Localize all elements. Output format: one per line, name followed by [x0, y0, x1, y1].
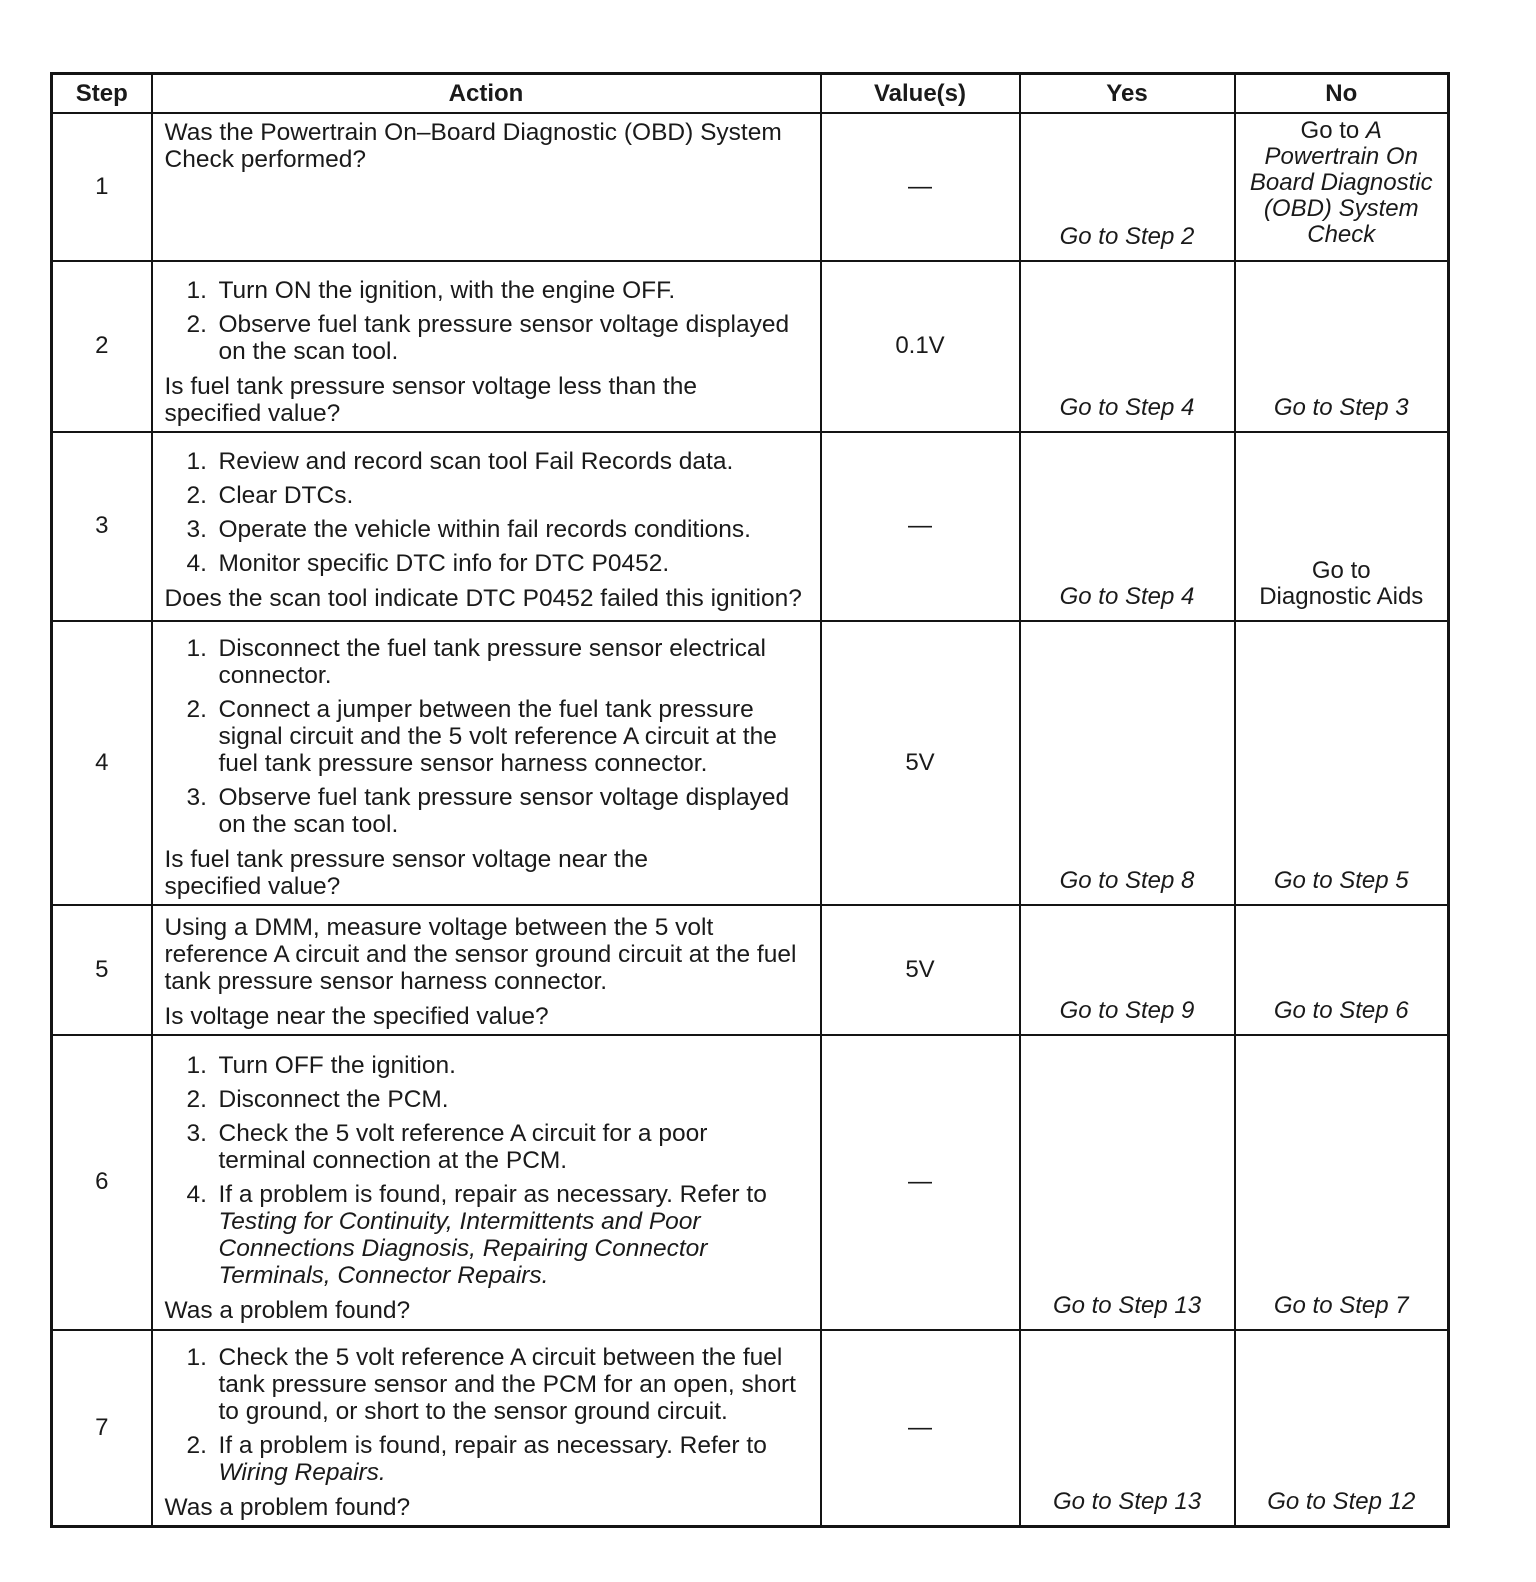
header-yes: Yes	[1020, 74, 1235, 113]
item-number: 4.	[186, 549, 207, 577]
yes-goto-ref: Go to Step 2	[1059, 222, 1195, 250]
yes-cell	[1020, 1330, 1235, 1527]
action-step-item	[165, 482, 817, 509]
header-no: No	[1235, 74, 1449, 113]
step-number: 6	[52, 1035, 152, 1330]
item-number: 4.	[186, 1180, 207, 1208]
no-cell	[1235, 1330, 1449, 1527]
no-goto-prefix: Go to	[1311, 556, 1371, 584]
action-step-item	[165, 696, 817, 777]
action-step-item	[165, 277, 817, 304]
header-values: Value(s)	[821, 74, 1020, 113]
action-step-item	[165, 1052, 817, 1079]
no-goto-ref: Go to Step 7	[1273, 1291, 1409, 1319]
action-step-item	[165, 311, 817, 365]
step-number: 1	[52, 113, 152, 261]
item-number: 1.	[186, 1051, 207, 1079]
yes-cell	[1020, 432, 1235, 621]
item-number: 1.	[186, 634, 207, 662]
value-cell: 5V	[821, 905, 1020, 1035]
action-step-item	[165, 516, 817, 543]
no-goto-ref: Go to Step 12	[1267, 1487, 1416, 1515]
value-cell: —	[821, 113, 1020, 261]
no-goto-ref: Go to Step 6	[1273, 996, 1409, 1024]
table-row	[52, 1330, 1449, 1527]
header-step: Step	[52, 74, 152, 113]
item-text: Check the 5 volt reference A circuit between the fuel tank pressure sensor and the PCM for an open, short to ground, or short to the sensor ground circuit.	[218, 1343, 796, 1425]
item-text: Monitor specific DTC info for DTC P0452.	[218, 549, 670, 577]
action-cell	[152, 113, 821, 261]
no-cell	[1235, 113, 1449, 261]
item-text-group	[219, 1181, 817, 1289]
step-number: 5	[52, 905, 152, 1035]
yes-goto-ref: Go to Step 4	[1059, 393, 1195, 421]
step-number: 7	[52, 1330, 152, 1527]
yes-cell	[1020, 1035, 1235, 1330]
action-cell	[152, 621, 821, 905]
no-goto-ref: Diagnostic Aids	[1259, 582, 1424, 610]
yes-goto-ref: Go to Step 13	[1052, 1487, 1202, 1515]
no-cell	[1235, 432, 1449, 621]
value-cell: —	[821, 1330, 1020, 1527]
item-number: 2.	[186, 1431, 207, 1459]
item-text: Check the 5 volt reference A circuit for a poor terminal connection at the PCM.	[218, 1119, 708, 1174]
item-text: Turn OFF the ignition.	[218, 1051, 456, 1079]
value-cell: —	[821, 1035, 1020, 1330]
action-step-item	[165, 550, 817, 577]
action-question: Is fuel tank pressure sensor voltage near the specified value?	[164, 845, 648, 900]
no-goto-ref: Go to Step 3	[1273, 393, 1409, 421]
item-number: 1.	[186, 276, 207, 304]
action-step-item	[165, 1120, 817, 1174]
item-text-group	[219, 1432, 817, 1486]
no-goto-prefix: Go to	[1300, 116, 1360, 144]
action-step-item	[165, 448, 817, 475]
step-number: 2	[52, 261, 152, 432]
table-row	[52, 261, 1449, 432]
item-number: 3.	[186, 1119, 207, 1147]
table-row	[52, 432, 1449, 621]
action-cell	[152, 905, 821, 1035]
action-question: Is fuel tank pressure sensor voltage less than the specified value?	[164, 372, 697, 427]
value-cell: 5V	[821, 621, 1020, 905]
table-row	[52, 1035, 1449, 1330]
action-question: Is voltage near the specified value?	[164, 1002, 549, 1030]
item-number: 1.	[186, 447, 207, 475]
header-action: Action	[152, 74, 821, 113]
item-number: 2.	[186, 1085, 207, 1113]
action-step-item	[165, 1432, 817, 1486]
action-question: Was a problem found?	[164, 1296, 411, 1324]
item-number: 2.	[186, 481, 207, 509]
table-row	[52, 621, 1449, 905]
action-question: Was the Powertrain On–Board Diagnostic (OBD) System Check performed?	[164, 118, 782, 173]
item-reference: Testing for Continuity, Intermittents and Poor Connections Diagnosis, Repairing Connector Terminals, Connector Repairs.	[218, 1207, 708, 1289]
table-row	[52, 905, 1449, 1035]
value-cell: —	[821, 432, 1020, 621]
yes-cell	[1020, 621, 1235, 905]
action-step-item	[165, 784, 817, 838]
no-cell	[1235, 621, 1449, 905]
yes-goto-ref: Go to Step 8	[1059, 866, 1195, 894]
item-text: Turn ON the ignition, with the engine OFF.	[218, 276, 676, 304]
item-text: If a problem is found, repair as necessary. Refer to	[218, 1431, 767, 1459]
table-row	[52, 113, 1449, 261]
item-number: 1.	[186, 1343, 207, 1371]
no-cell	[1235, 261, 1449, 432]
action-question: Was a problem found?	[164, 1493, 411, 1521]
action-step-item	[165, 1344, 817, 1425]
yes-goto-ref: Go to Step 4	[1059, 582, 1195, 610]
item-number: 3.	[186, 515, 207, 543]
item-text: Disconnect the PCM.	[218, 1085, 449, 1113]
item-text: Observe fuel tank pressure sensor voltage displayed on the scan tool.	[218, 310, 790, 365]
action-step-item	[165, 635, 817, 689]
yes-cell	[1020, 113, 1235, 261]
item-reference: Wiring Repairs.	[218, 1458, 386, 1486]
item-text: If a problem is found, repair as necessary. Refer to	[218, 1180, 767, 1208]
no-cell	[1235, 1035, 1449, 1330]
action-instruction: Using a DMM, measure voltage between the 5 volt reference A circuit and the sensor ground circuit at the fuel tank pressure sensor harness connector.	[164, 913, 797, 995]
value-cell: 0.1V	[821, 261, 1020, 432]
item-number: 2.	[186, 695, 207, 723]
action-cell	[152, 432, 821, 621]
action-step-item	[165, 1181, 817, 1289]
header-row	[52, 74, 1449, 113]
step-number: 4	[52, 621, 152, 905]
yes-cell	[1020, 905, 1235, 1035]
no-goto-ref: A Powertrain On Board Diagnostic (OBD) System Check	[1249, 116, 1433, 248]
no-cell	[1235, 905, 1449, 1035]
yes-cell	[1020, 261, 1235, 432]
item-number: 2.	[186, 310, 207, 338]
action-cell	[152, 1035, 821, 1330]
item-text: Connect a jumper between the fuel tank pressure signal circuit and the 5 volt reference A circuit at the fuel tank pressure sensor harness connector.	[218, 695, 777, 777]
item-text: Disconnect the fuel tank pressure sensor electrical connector.	[218, 634, 766, 689]
yes-goto-ref: Go to Step 9	[1059, 996, 1195, 1024]
action-step-item	[165, 1086, 817, 1113]
item-text: Operate the vehicle within fail records conditions.	[218, 515, 751, 543]
yes-goto-ref: Go to Step 13	[1052, 1291, 1202, 1319]
item-number: 3.	[186, 783, 207, 811]
action-cell	[152, 1330, 821, 1527]
step-number: 3	[52, 432, 152, 621]
diagnostic-table	[50, 72, 1450, 1528]
action-cell	[152, 261, 821, 432]
action-question: Does the scan tool indicate DTC P0452 failed this ignition?	[164, 584, 802, 612]
no-goto-ref: Go to Step 5	[1273, 866, 1409, 894]
item-text: Observe fuel tank pressure sensor voltage displayed on the scan tool.	[218, 783, 790, 838]
item-text: Clear DTCs.	[218, 481, 354, 509]
item-text: Review and record scan tool Fail Records data.	[218, 447, 734, 475]
